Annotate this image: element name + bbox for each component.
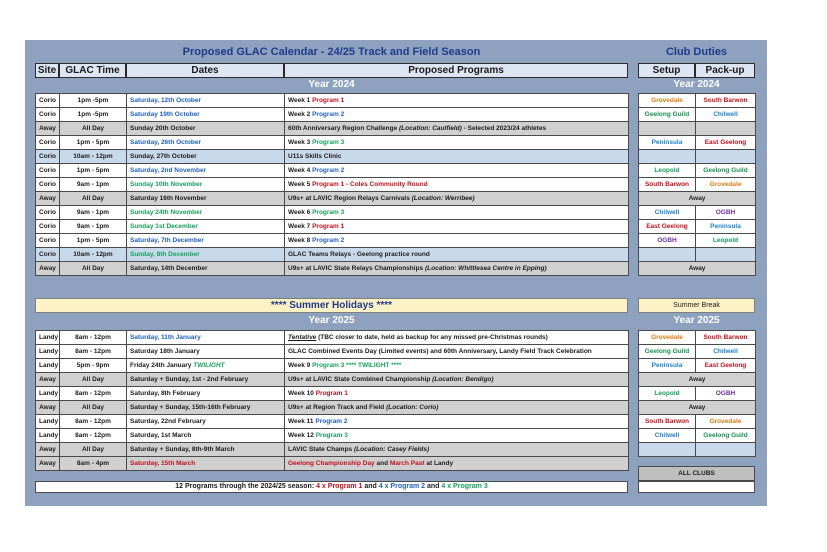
summer-holidays-banner: **** Summer Holidays **** <box>35 298 628 313</box>
program-text: U9s+ at LAVIC <box>288 195 334 202</box>
program-text: GLAC Teams Relays - Geelong practice round <box>288 251 430 258</box>
site-cell: Away <box>36 457 60 471</box>
date-cell: Sunday, 27th October <box>127 150 285 164</box>
date-cell: Saturday + Sunday, 15th-16th February <box>127 401 285 415</box>
setup-club-cell <box>639 149 696 163</box>
duty-row <box>639 373 756 387</box>
setup-club-cell: Leopold <box>639 163 696 177</box>
program-text: Program 1 <box>312 223 345 230</box>
duty-row <box>639 261 756 275</box>
date-cell <box>127 359 285 373</box>
duty-row <box>639 163 756 177</box>
program-text: and <box>376 460 390 467</box>
setup-club-cell: Chilwell <box>639 429 696 443</box>
program-text: Program 2 <box>312 237 345 244</box>
program-text: Week 4 <box>288 167 313 174</box>
packup-club-cell: East Geelong <box>696 359 756 373</box>
program-text: at Landy <box>426 460 454 467</box>
program-text: Program 2 <box>312 167 345 174</box>
program-cell <box>285 262 629 276</box>
program-text: Week 5 <box>288 181 313 188</box>
site-cell: Away <box>36 262 60 276</box>
table-row <box>36 122 629 136</box>
time-cell: All Day <box>60 122 127 136</box>
site-cell: Landy <box>36 429 60 443</box>
date-cell: Saturday + Sunday, 8th-9th March <box>127 443 285 457</box>
program-text: (TBC closer to date, held as backup for any missed pre-Christmas rounds) <box>316 334 548 341</box>
header-glac-time: GLAC Time <box>59 63 126 78</box>
time-cell: All Day <box>60 401 127 415</box>
date-cell: Saturday, 15th March <box>127 457 285 471</box>
program-cell <box>285 359 629 373</box>
table-row <box>36 373 629 387</box>
program-text: Week 11 <box>288 418 316 425</box>
setup-club-cell: Geelong Guild <box>639 108 696 122</box>
site-cell: Away <box>36 443 60 457</box>
program-text: U9s+ at LAVIC <box>288 376 334 383</box>
packup-club-cell: East Geelong <box>696 135 756 149</box>
duty-row <box>639 149 756 163</box>
program-text: Program 2 <box>315 418 348 425</box>
duty-row <box>639 345 756 359</box>
program-text: March Past <box>389 460 427 467</box>
site-cell: Away <box>36 401 60 415</box>
time-cell: 10am - 12pm <box>60 150 127 164</box>
program-text: Week 2 <box>288 111 313 118</box>
footer-text: 4 x Program 3 <box>441 483 488 490</box>
time-cell: 5pm - 9pm <box>60 359 127 373</box>
program-text: Program 2 <box>312 111 345 118</box>
duty-away-cell: Away <box>639 261 756 275</box>
program-text: State Combined Championship <box>333 376 433 383</box>
duty-row <box>639 359 756 373</box>
site-cell: Away <box>36 122 60 136</box>
setup-club-cell: Geelong Guild <box>639 345 696 359</box>
duty-row <box>639 443 756 457</box>
duty-row <box>639 387 756 401</box>
programs-summary-footer <box>35 481 628 493</box>
table-row <box>36 136 629 150</box>
site-cell: Landy <box>36 345 60 359</box>
all-clubs-label: ALL CLUBS <box>638 466 755 481</box>
program-cell <box>285 331 629 345</box>
site-cell: Corio <box>36 164 60 178</box>
header-setup: Setup <box>638 63 695 78</box>
table-row <box>36 206 629 220</box>
program-text: Week 9 <box>288 362 313 369</box>
time-cell: 8am - 12pm <box>60 331 127 345</box>
club-duties-title: Club Duties <box>665 46 728 58</box>
duty-row <box>639 233 756 247</box>
program-text: Week 8 <box>288 237 313 244</box>
duty-row <box>639 191 756 205</box>
footer-text: 4 x Program 2 <box>378 483 426 490</box>
table-row <box>36 415 629 429</box>
date-cell: Saturday 18th January <box>127 345 285 359</box>
program-cell <box>285 150 629 164</box>
year-2025-duty-band: Year 2025 <box>638 315 755 328</box>
table-row <box>36 178 629 192</box>
table-row <box>36 108 629 122</box>
program-text: Week 12 <box>288 432 316 439</box>
program-text: Week 7 <box>288 223 313 230</box>
program-text: Week 10 <box>288 390 316 397</box>
program-cell <box>285 457 629 471</box>
date-cell: Sunday, 8th December <box>127 248 285 262</box>
duty-row <box>639 94 756 108</box>
header-packup: Pack-up <box>695 63 755 78</box>
table-row <box>36 387 629 401</box>
packup-club-cell: Grovedale <box>696 415 756 429</box>
site-cell: Corio <box>36 178 60 192</box>
date-text: Friday 24th January <box>130 362 194 369</box>
program-text: Program 3 <box>312 362 345 369</box>
time-cell: All Day <box>60 443 127 457</box>
program-text: Week 6 <box>288 209 313 216</box>
date-cell: Sunday 1st December <box>127 220 285 234</box>
program-cell <box>285 164 629 178</box>
duty-away-cell: Away <box>639 401 756 415</box>
date-cell: Saturday, 8th February <box>127 387 285 401</box>
setup-club-cell: Leopold <box>639 387 696 401</box>
footer-text: and <box>362 483 379 490</box>
program-cell <box>285 401 629 415</box>
packup-club-cell: South Barwon <box>696 94 756 108</box>
program-text: Program 1 - Coles Community Round <box>312 181 428 188</box>
program-cell <box>285 122 629 136</box>
setup-club-cell: Peninsula <box>639 359 696 373</box>
program-cell <box>285 345 629 359</box>
program-text: Region Relays <box>333 195 379 202</box>
table-row <box>36 443 629 457</box>
site-cell: Corio <box>36 248 60 262</box>
table-row <box>36 262 629 276</box>
duty-2024-table <box>638 93 756 276</box>
packup-club-cell: South Barwon <box>696 331 756 345</box>
packup-club-cell: Leopold <box>696 233 756 247</box>
program-text: LAVIC State Champs <box>288 446 354 453</box>
year-2025-band: Year 2025 <box>35 315 628 328</box>
setup-club-cell <box>639 122 696 136</box>
program-text: - Selected 2023/24 athletes <box>461 125 547 132</box>
setup-club-cell: Grovedale <box>639 331 696 345</box>
site-cell: Landy <box>36 359 60 373</box>
packup-club-cell: Grovedale <box>696 177 756 191</box>
time-cell: All Day <box>60 192 127 206</box>
table-row <box>36 150 629 164</box>
duty-away-cell: Away <box>639 373 756 387</box>
program-text: Carnivals <box>378 195 412 202</box>
date-cell: Sunday 24th November <box>127 206 285 220</box>
program-text: 60th Anniversary Region Challenge <box>288 125 400 132</box>
footer-text: and <box>425 483 442 490</box>
time-cell: 9am - 1pm <box>60 178 127 192</box>
packup-club-cell: OGBH <box>696 387 756 401</box>
time-cell: 8am - 12pm <box>60 429 127 443</box>
program-cell <box>285 178 629 192</box>
time-cell: 8am - 4pm <box>60 457 127 471</box>
duty-row <box>639 247 756 261</box>
table-row <box>36 401 629 415</box>
time-cell: 10am - 12pm <box>60 248 127 262</box>
year-2024-duty-band: Year 2024 <box>638 79 755 92</box>
program-cell <box>285 443 629 457</box>
site-cell: Corio <box>36 136 60 150</box>
setup-club-cell: East Geelong <box>639 219 696 233</box>
program-text: Week 1 <box>288 97 313 104</box>
program-text: (Location: Whittlesea Centre in Epping) <box>424 265 547 272</box>
program-text: Tentative <box>288 334 317 341</box>
table-row <box>36 94 629 108</box>
program-cell <box>285 429 629 443</box>
setup-club-cell: South Barwon <box>639 415 696 429</box>
date-cell: Saturday, 14th December <box>127 262 285 276</box>
packup-club-cell: Geelong Guild <box>696 163 756 177</box>
program-cell <box>285 248 629 262</box>
duty-row <box>639 401 756 415</box>
program-text: Program 3 <box>315 432 348 439</box>
site-cell: Corio <box>36 150 60 164</box>
year-2024-band: Year 2024 <box>35 79 628 92</box>
setup-club-cell <box>639 247 696 261</box>
date-cell: Saturday, 22nd February <box>127 415 285 429</box>
program-text: (Location: Corio) <box>386 404 439 411</box>
site-cell: Landy <box>36 415 60 429</box>
setup-club-cell: OGBH <box>639 233 696 247</box>
program-text: U9s+ at <box>288 404 314 411</box>
date-cell: Sunday 20th October <box>127 122 285 136</box>
program-text: (Location: Werribee) <box>411 195 475 202</box>
time-cell: 1pm - 5pm <box>60 136 127 150</box>
program-text: GLAC Combined Events Day (Limited events) and 60th Anniversary, Landy Field Track Celebration <box>288 348 592 355</box>
time-cell: All Day <box>60 373 127 387</box>
date-cell: Saturday, 2nd November <box>127 164 285 178</box>
time-cell: 1pm - 5pm <box>60 164 127 178</box>
program-text: State Relays Championships <box>333 265 425 272</box>
date-cell: Saturday, 26th October <box>127 136 285 150</box>
schedule-2025-table <box>35 330 629 471</box>
program-cell <box>285 387 629 401</box>
duty-row <box>639 219 756 233</box>
setup-club-cell: Grovedale <box>639 94 696 108</box>
table-row <box>36 248 629 262</box>
date-cell: Saturday, 1st March <box>127 429 285 443</box>
site-cell: Away <box>36 192 60 206</box>
program-cell <box>285 206 629 220</box>
date-cell: Saturday, 11th January <box>127 331 285 345</box>
table-row <box>36 457 629 471</box>
program-text: (Location: Caulfield) <box>399 125 462 132</box>
header-site: Site <box>35 63 59 78</box>
program-cell <box>285 234 629 248</box>
program-cell <box>285 94 629 108</box>
footer-text: 4 x Program 1 <box>316 483 363 490</box>
duty-away-cell: Away <box>639 191 756 205</box>
date-cell: Saturday + Sunday, 1st - 2nd February <box>127 373 285 387</box>
program-text: Geelong Championship Day <box>288 460 377 467</box>
program-text: Program 1 <box>315 390 348 397</box>
site-cell: Landy <box>36 331 60 345</box>
table-row <box>36 429 629 443</box>
table-row <box>36 345 629 359</box>
program-text: U9s+ at LAVIC <box>288 265 334 272</box>
time-cell: 1pm -5pm <box>60 108 127 122</box>
program-cell <box>285 136 629 150</box>
program-cell <box>285 220 629 234</box>
all-clubs-blank-cell <box>638 481 755 493</box>
packup-club-cell: Peninsula <box>696 219 756 233</box>
duty-row <box>639 331 756 345</box>
program-text: (Location: Bendigo) <box>432 376 494 383</box>
site-cell: Corio <box>36 108 60 122</box>
table-row <box>36 192 629 206</box>
time-cell: 8am - 12pm <box>60 415 127 429</box>
duty-row <box>639 429 756 443</box>
packup-club-cell <box>696 122 756 136</box>
program-cell <box>285 415 629 429</box>
site-cell: Away <box>36 373 60 387</box>
setup-club-cell: South Barwon <box>639 177 696 191</box>
duty-row <box>639 135 756 149</box>
date-cell: Saturday 19th October <box>127 108 285 122</box>
schedule-2024-table <box>35 93 629 276</box>
packup-club-cell: Chilwell <box>696 108 756 122</box>
footer-text: 12 Programs through the 2024/25 season: <box>175 483 317 490</box>
time-cell: 9am - 1pm <box>60 206 127 220</box>
time-cell: All Day <box>60 262 127 276</box>
program-cell <box>285 108 629 122</box>
date-cell: Saturday 16th November <box>127 192 285 206</box>
duty-row <box>639 415 756 429</box>
packup-club-cell <box>696 149 756 163</box>
time-cell: 8am - 12pm <box>60 387 127 401</box>
date-cell: Saturday, 7th December <box>127 234 285 248</box>
setup-club-cell: Chilwell <box>639 205 696 219</box>
program-text: Program 1 <box>312 97 345 104</box>
setup-club-cell <box>639 443 696 457</box>
program-text: Program 3 <box>312 209 345 216</box>
time-cell: 1pm -5pm <box>60 94 127 108</box>
table-row <box>36 359 629 373</box>
packup-club-cell: Chilwell <box>696 345 756 359</box>
program-cell <box>285 373 629 387</box>
summer-break-label: Summer Break <box>638 298 755 313</box>
site-cell: Corio <box>36 94 60 108</box>
duty-row <box>639 205 756 219</box>
duty-row <box>639 122 756 136</box>
table-row <box>36 234 629 248</box>
date-cell: Sunday 10th November <box>127 178 285 192</box>
program-text: Program 3 <box>312 139 345 146</box>
table-row <box>36 331 629 345</box>
site-cell: Corio <box>36 220 60 234</box>
duty-2025-table <box>638 330 756 457</box>
program-cell <box>285 192 629 206</box>
header-dates: Dates <box>126 63 284 78</box>
page-title: Proposed GLAC Calendar - 24/25 Track and Field Season <box>182 46 481 58</box>
time-cell: 8am - 12pm <box>60 345 127 359</box>
date-text: TWILIGHT <box>193 362 225 369</box>
program-text: Region Track and Field <box>313 404 387 411</box>
program-text: Week 3 <box>288 139 313 146</box>
packup-club-cell: OGBH <box>696 205 756 219</box>
program-text: U11s Skills Clinic <box>288 153 342 160</box>
packup-club-cell <box>696 247 756 261</box>
duty-row <box>639 177 756 191</box>
duty-row <box>639 108 756 122</box>
site-cell: Corio <box>36 206 60 220</box>
time-cell: 9am - 1pm <box>60 220 127 234</box>
packup-club-cell <box>696 443 756 457</box>
program-text: (Location: Casey Fields) <box>353 446 430 453</box>
table-row <box>36 164 629 178</box>
program-text: **** TWILIGHT **** <box>344 362 402 369</box>
header-programs: Proposed Programs <box>284 63 628 78</box>
packup-club-cell: Geelong Guild <box>696 429 756 443</box>
setup-club-cell: Peninsula <box>639 135 696 149</box>
date-cell: Saturday, 12th October <box>127 94 285 108</box>
time-cell: 1pm - 5pm <box>60 234 127 248</box>
site-cell: Corio <box>36 234 60 248</box>
site-cell: Landy <box>36 387 60 401</box>
table-row <box>36 220 629 234</box>
